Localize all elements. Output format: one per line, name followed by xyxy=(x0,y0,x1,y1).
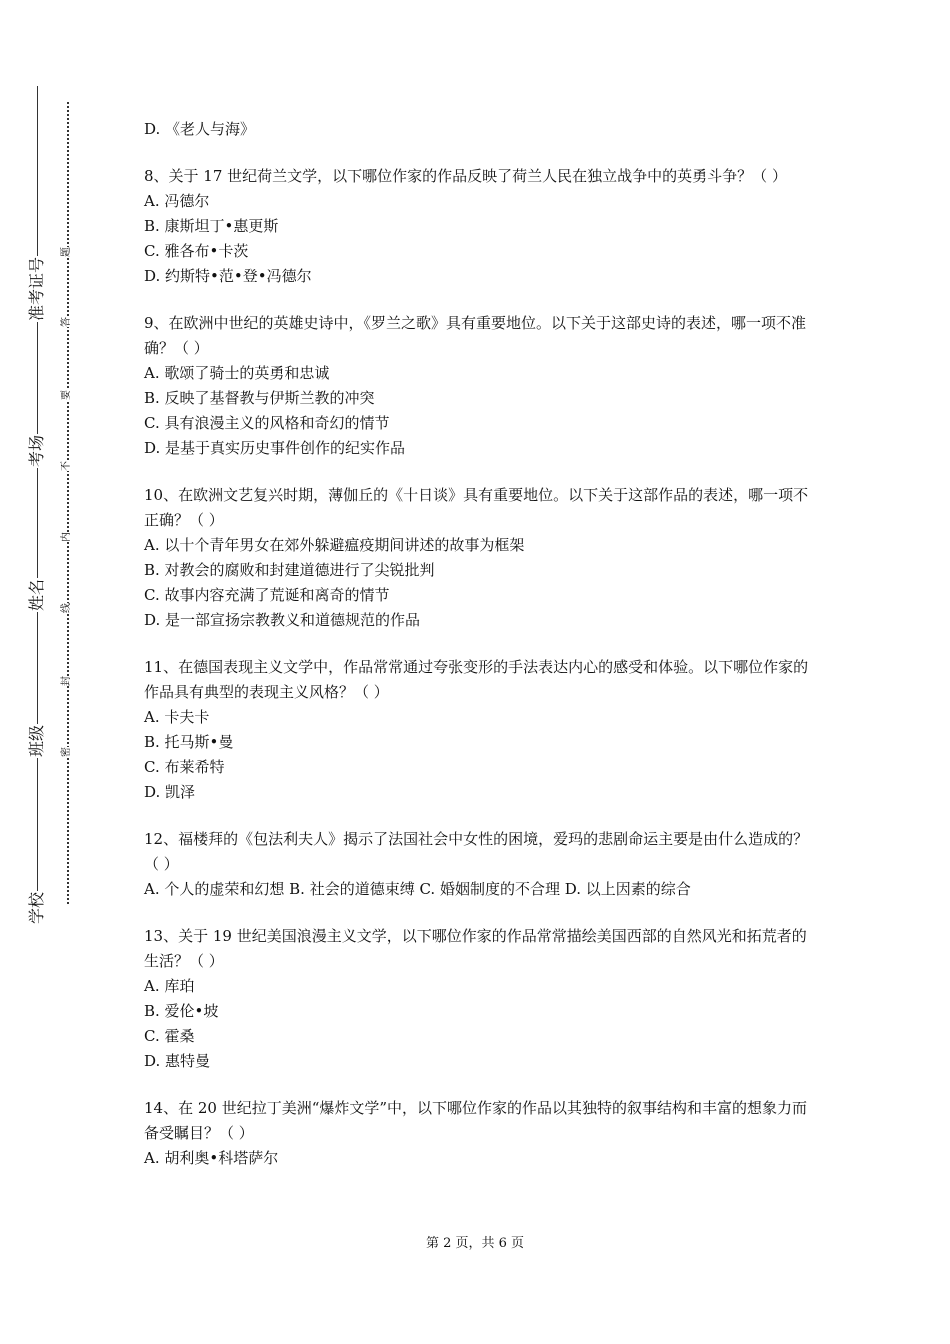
question-11 xyxy=(144,655,814,805)
school-label: 学校 xyxy=(27,891,46,925)
question-stem: 14、在 20 世纪拉丁美洲“爆炸文学”中，以下哪位作家的作品以其独特的叙事结构和丰富的想象力而备受瞩目？（ ） xyxy=(144,1099,808,1142)
question-stem: 10、在欧洲文艺复兴时期，薄伽丘的《十日谈》具有重要地位。以下关于这部作品的表述，哪一项不正确？（ ） xyxy=(144,486,809,529)
option: B. 爱伦•坡 xyxy=(144,1002,219,1020)
option: C. 霍桑 xyxy=(144,1027,195,1045)
option: B. 康斯坦丁•惠更斯 xyxy=(144,217,279,235)
options-inline: A. 个人的虚荣和幻想 B. 社会的道德束缚 C. 婚姻制度的不合理 D. 以上因素的综合 xyxy=(144,880,691,898)
question-stem: 8、关于 17 世纪荷兰文学，以下哪位作家的作品反映了荷兰人民在独立战争中的英勇斗争？（ ） xyxy=(144,167,787,185)
option: A. 卡夫卡 xyxy=(144,708,210,726)
question-stem: 11、在德国表现主义文学中，作品常常通过夸张变形的手法表达内心的感受和体验。以下哪位作家的作品具有典型的表现主义风格？（ ） xyxy=(144,658,809,701)
option: B. 对教会的腐败和封建道德进行了尖锐批判 xyxy=(144,561,435,579)
option: A. 库珀 xyxy=(144,977,195,995)
question-14 xyxy=(144,1096,814,1171)
option: D. 是一部宣扬宗教教义和道德规范的作品 xyxy=(144,611,421,629)
page-number: 第 2 页，共 6 页 xyxy=(425,1236,525,1251)
seal-char: 线 xyxy=(61,603,72,613)
question-stem: 13、关于 19 世纪美国浪漫主义文学，以下哪位作家的作品常常描绘美国西部的自然风光和拓荒者的生活？（ ） xyxy=(144,927,807,970)
option: A. 冯德尔 xyxy=(144,192,210,210)
option: D. 是基于真实历史事件创作的纪实作品 xyxy=(144,439,406,457)
question-7-tail xyxy=(144,117,814,142)
option: B. 托马斯•曼 xyxy=(144,733,234,751)
question-9 xyxy=(144,311,814,461)
seal-char: 密 xyxy=(61,747,72,757)
question-content xyxy=(144,117,814,1193)
option: D. 惠特曼 xyxy=(144,1052,211,1070)
binding-margin xyxy=(0,0,120,1344)
option: C. 具有浪漫主义的风格和奇幻的情节 xyxy=(144,414,390,432)
option: A. 以十个青年男女在郊外躲避瘟疫期间讲述的故事为框架 xyxy=(144,536,525,554)
question-stem: 9、在欧洲中世纪的英雄史诗中，《罗兰之歌》具有重要地位。以下关于这部史诗的表述，哪一项不准确？（ ） xyxy=(144,314,807,357)
question-13 xyxy=(144,924,814,1074)
option: A. 胡利奥•科塔萨尔 xyxy=(144,1149,279,1167)
binding-solid-line xyxy=(37,86,38,922)
option: D. 《老人与海》 xyxy=(144,120,256,138)
class-label: 班级 xyxy=(27,724,46,758)
exam-id-label: 准考证号 xyxy=(27,256,46,322)
seal-dotted-line xyxy=(67,102,69,904)
question-12 xyxy=(144,827,814,902)
option: C. 布莱希特 xyxy=(144,758,225,776)
exam-room-label: 考场 xyxy=(27,434,46,468)
question-10 xyxy=(144,483,814,633)
seal-char: 封 xyxy=(61,676,72,686)
option: D. 凯泽 xyxy=(144,783,196,801)
question-8 xyxy=(144,164,814,289)
option: C. 故事内容充满了荒诞和离奇的情节 xyxy=(144,586,390,604)
option: B. 反映了基督教与伊斯兰教的冲突 xyxy=(144,389,375,407)
seal-char: 答 xyxy=(61,317,72,327)
question-stem: 12、福楼拜的《包法利夫人》揭示了法国社会中女性的困境，爱玛的悲剧命运主要是由什么造成的？（ ） xyxy=(144,830,809,873)
seal-char: 要 xyxy=(61,390,72,400)
option: A. 歌颂了骑士的英勇和忠诚 xyxy=(144,364,330,382)
option: D. 约斯特•范•登•冯德尔 xyxy=(144,267,312,285)
seal-char: 不 xyxy=(61,461,72,471)
name-label: 姓名 xyxy=(27,578,46,612)
seal-char: 题 xyxy=(61,247,72,257)
seal-char: 内 xyxy=(61,532,72,542)
option: C. 雅各布•卡茨 xyxy=(144,242,249,260)
